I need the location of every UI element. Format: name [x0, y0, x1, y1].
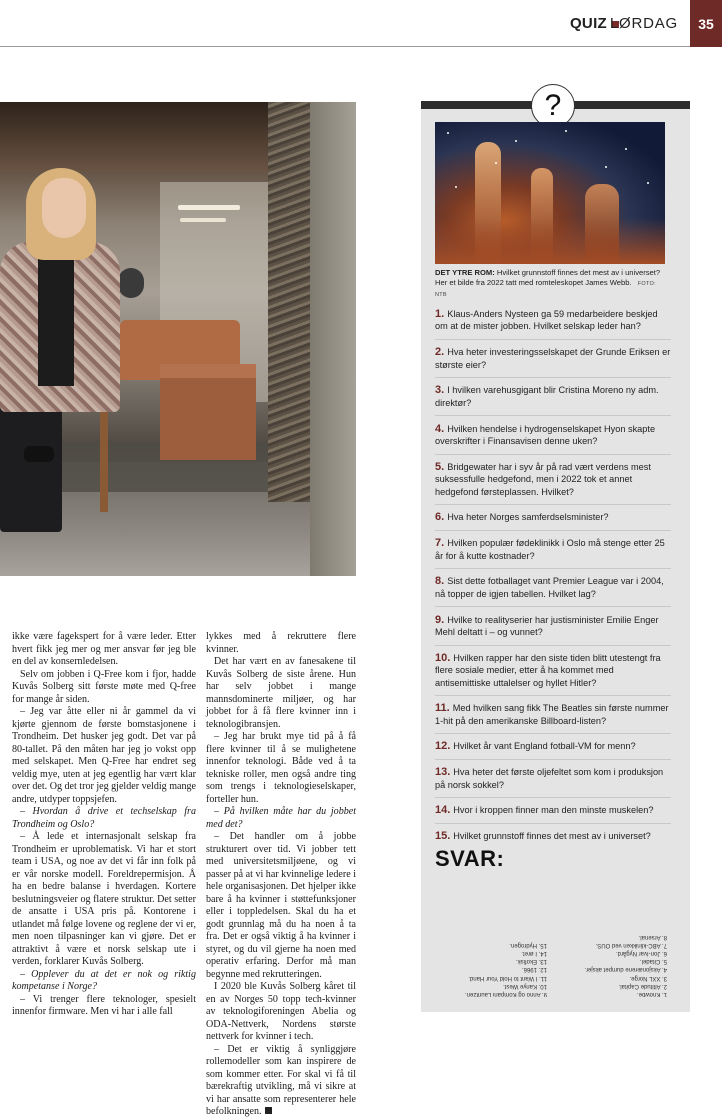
end-mark-icon — [265, 1107, 272, 1114]
question-number: 14. — [435, 804, 451, 817]
question-divider — [435, 797, 671, 798]
answer-item: 2. Altitude Capital. — [618, 982, 667, 989]
paragraph-text: – Jeg har brukt mye tid på å få flere kvinner til å se mulighetene innenfor teknologi. Både ved å ta tekniske roller, men også andre ting som trengs i teknologieselskaper, forteller hun. — [206, 731, 356, 805]
star — [625, 148, 627, 150]
question-text: Klaus-Anders Nysteen ga 59 medarbeidere beskjed om at de mister jobben. Hvilket selskap leder han? — [435, 309, 658, 332]
quiz-question — [435, 461, 671, 498]
quiz-question — [435, 308, 671, 333]
question-text: Sist dette fotballaget vant Premier League var i 2004, nå topper de igjen tabellen. Hvilket lag? — [435, 576, 664, 599]
quiz-question — [435, 766, 671, 791]
paragraph-text: – På hvilken måte har du jobbet med det? — [206, 806, 356, 830]
star — [515, 140, 517, 142]
question-text: Hvilken populær fødeklinikk i Oslo må stenge etter 25 år for å kutte kostnader? — [435, 538, 665, 561]
quiz-question — [435, 575, 671, 600]
photo-person-top — [38, 246, 74, 386]
quiz-question — [435, 740, 671, 752]
star — [605, 166, 607, 168]
nebula-cloud — [435, 218, 665, 264]
article-column-2 — [206, 631, 356, 1119]
article-photo — [0, 102, 356, 576]
answer-item: 8. Arsenal. — [638, 933, 667, 940]
question-divider — [435, 339, 671, 340]
question-number: 5. — [435, 460, 445, 473]
article-paragraph — [12, 631, 196, 669]
article-paragraph — [206, 656, 356, 731]
question-number: 7. — [435, 537, 445, 550]
article-paragraph — [206, 631, 356, 656]
question-text: Hva heter investeringsselskapet der Grunde Eriksen er største eier? — [435, 347, 671, 370]
answer-item: 10. Kanye West. — [503, 982, 547, 989]
paragraph-text: – Vi trenger flere teknologer, spesielt innenfor firmware. Men vi har i alle fall — [12, 993, 196, 1017]
answers-list — [437, 880, 667, 998]
question-number: 9. — [435, 613, 445, 626]
question-number: 13. — [435, 766, 451, 779]
quiz-question — [435, 537, 671, 562]
article-paragraph — [206, 731, 356, 806]
question-number: 11. — [435, 702, 450, 715]
photo-ceiling-light — [178, 205, 240, 210]
photo-table — [160, 364, 256, 460]
question-text: Bridgewater har i syv år på rad vært verdens mest suksessfulle hedgefond, men i 2022 tok et annet hedgefond førsteplassen. Hvilket? — [435, 461, 651, 497]
question-text: Hva heter Norges samferdselsminister? — [447, 512, 609, 523]
question-number: 4. — [435, 422, 445, 435]
quiz-question — [435, 346, 671, 371]
paragraph-text: ikke være fagekspert for å være leder. Etter hvert fikk jeg mer og mer ansvar før jeg ble en del av konsernledelsen. — [12, 631, 196, 667]
question-mark-icon: ? — [531, 84, 575, 128]
quiz-question — [435, 804, 671, 816]
question-number: 2. — [435, 346, 445, 359]
question-divider — [435, 530, 671, 531]
article-paragraph — [206, 981, 356, 1044]
question-text: I hvilken varehusgigant blir Cristina Moreno ny adm. direktør? — [435, 385, 659, 408]
answer-item: 15. Hydrogen. — [509, 941, 547, 948]
question-number: 8. — [435, 575, 445, 588]
paragraph-text: Selv om jobben i Q-Free kom i fjor, hadde Kuvås Solberg sitt første møte med Q-free for mange år siden. — [12, 668, 196, 705]
interview-question — [12, 806, 196, 831]
answer-item: 11. I Want to Hold Your Hand. — [468, 974, 547, 981]
interview-question — [206, 806, 356, 831]
quiz-question — [435, 652, 671, 689]
quiz-question — [435, 614, 671, 639]
question-number: 10. — [435, 651, 451, 664]
caption-text: Hvilket grunnstoff finnes det mest av i universet? Her et bilde fra 2022 tatt med romteleskopet James Webb. — [435, 268, 661, 287]
answer-item: 12. 1966. — [521, 966, 547, 973]
question-divider — [435, 645, 671, 646]
question-divider — [435, 454, 671, 455]
answer-item: 13. Ekofisk. — [515, 958, 547, 965]
question-text: Hva heter det første oljefeltet som kom i produksjon på norsk sokkel? — [435, 767, 664, 790]
answer-item: 7. ABC-klinikken ved OUS. — [595, 941, 667, 948]
answer-item: 3. XXL Norge. — [629, 974, 667, 981]
answer-item: 9. Anno og Kompani Lauritzen. — [464, 991, 547, 997]
article-paragraph — [206, 831, 356, 981]
photo-person-shoe — [24, 446, 54, 462]
quiz-question — [435, 384, 671, 409]
answer-item: 6. Jon-Ivar Nygård. — [615, 949, 667, 956]
caption-label: DET YTRE ROM: — [435, 268, 495, 277]
article-paragraph — [206, 1044, 356, 1119]
photo-person-face — [42, 178, 86, 238]
question-number: 15. — [435, 830, 451, 843]
star — [647, 182, 649, 184]
article-paragraph — [12, 706, 196, 806]
quiz-question — [435, 423, 671, 448]
photo-ceiling-light — [180, 218, 226, 222]
answer-item: 1. Knowbe. — [636, 991, 667, 997]
header-rule — [0, 46, 690, 47]
page-number: 35 — [690, 0, 722, 47]
answer-item: 14. I øret. — [521, 949, 547, 956]
article-paragraph — [12, 669, 196, 707]
question-divider — [435, 759, 671, 760]
question-text: Hvilket grunnstoff finnes det mest av i universet? — [453, 831, 651, 842]
star — [565, 130, 567, 132]
question-text: Hvilket år vant England fotball-VM for menn? — [453, 741, 636, 752]
question-divider — [435, 606, 671, 607]
photo-caption — [435, 268, 667, 300]
question-number: 3. — [435, 384, 445, 397]
paragraph-text: – Hvordan å drive et techselskap fra Trondheim og Oslo? — [12, 806, 196, 830]
question-divider — [435, 568, 671, 569]
paragraph-text: – Det handler om å jobbe strukturert over tid. Vi jobber tett med universitetsmiljøene, og vi passer på at vi har kvinnelige ledere i hele organisasjonen. Det hjelper ikke bare å ha kvinner i støttefunksjoner eller i toppledelsen. Skal du ha et godt grunnlag må du ha noen å ta fra. Det er også viktig å ha kvinner i styret, og du vil gjerne ha noen med operativ erfaring. Derfor må man begynne med rekrutteringen. — [206, 831, 356, 980]
paragraph-text: – Jeg var åtte eller ni år gammel da vi kjørte gjennom de første bomstasjonene i Trondheim. Det husker jeg godt. Det var på 80-tallet. På den måten har jeg jo vokst opp med selskapet. Men Q-Free har endret seg veldig mye, uten at jeg egentlig har vært klar over det. Og det tror jeg gjelder veldig mange andre, utdyper toppsjefen. — [12, 706, 196, 805]
question-list — [435, 308, 671, 849]
interview-question — [12, 969, 196, 994]
quiz-question — [435, 511, 671, 523]
question-text: Hvilken rapper har den siste tiden blitt utestengt fra flere sosiale medier, etter å ha kommet med antisemittiske uttalelser og hyllet Hitler? — [435, 652, 661, 688]
question-divider — [435, 823, 671, 824]
paragraph-text: lykkes med å rekruttere flere kvinner. — [206, 631, 356, 655]
photo-person-legs — [0, 402, 62, 532]
paragraph-text: Det har vært en av fanesakene til Kuvås Solberg de siste årene. Hun har selv jobbet i mange mannsdominerte miljøer, og har jobbet for å få flere kvinner inn i teknologibransjen. — [206, 656, 356, 730]
star — [495, 162, 497, 164]
paragraph-text: – Å lede et internasjonalt selskap fra Trondheim er uproblematisk. Vi har et stort team i USA, og noe av det vi får inn folk på er vår norske modell. Foreldrepermisjon. Å ha en bedre balanse i hverdagen. Kortere beslutningsveier og flatere struktur. Det setter de ansatte i USA pris på. Kontorene i utlandet må følge lovene og reglene der vi er, men noen tilpasninger kan vi gjøre. Det er attraktivt å være et norsk selskap ute i verden, forklarer Kuvås Solberg. — [12, 831, 196, 967]
photo-table-top — [160, 364, 256, 378]
star — [455, 186, 457, 188]
photo-right-wall — [310, 102, 356, 576]
paragraph-text: – Det er viktig å synliggjøre rollemodeller som kan inspirere de som kommer etter. For skal vi få til bærekraftig utvikling, må vi sikre at vi har ansatte som representerer hele befolkningen. — [206, 1043, 356, 1117]
quiz-question — [435, 702, 671, 727]
question-divider — [435, 377, 671, 378]
question-divider — [435, 504, 671, 505]
day-label: LØRDAG — [609, 15, 678, 32]
question-text: Hvilke to realityserier har justisminister Emilie Enger Mehl deltatt i – og vunnet? — [435, 614, 659, 637]
question-text: Hvilken hendelse i hydrogenselskapet Hyon skapte overskrifter i Finansavisen denne uken? — [435, 423, 656, 446]
photo-stone-pillar — [268, 102, 310, 502]
answers-heading: SVAR: — [435, 846, 505, 871]
paragraph-text: – Opplever du at det er nok og riktig kompetanse i Norge? — [12, 968, 196, 992]
paragraph-text: I 2020 ble Kuvås Solberg kåret til en av Norges 50 topp tech-kvinner av teknologiforeningen Abelia og ODA-Nettverk, Nordens største nettverk for kvinner i tech. — [206, 981, 356, 1042]
article-paragraph — [12, 994, 196, 1019]
question-text: Med hvilken sang fikk The Beatles sin første nummer 1-hit på den amerikanske Billboard-listen? — [435, 703, 669, 726]
question-number: 1. — [435, 308, 445, 320]
star — [447, 132, 449, 134]
section-label: QUIZ — [569, 15, 607, 32]
question-number: 6. — [435, 511, 445, 524]
quiz-question — [435, 830, 671, 842]
question-divider — [435, 695, 671, 696]
photo-credit: FOTO: NTB — [435, 281, 656, 298]
question-divider — [435, 415, 671, 416]
answer-item: 4. Aksjonærene dumpet aksjer. — [584, 966, 667, 973]
photo-background-person — [118, 268, 144, 298]
question-divider — [435, 733, 671, 734]
question-text: Hvor i kroppen finner man den minste muskelen? — [453, 805, 654, 816]
answer-item: 5. Citadel. — [639, 958, 667, 965]
article-column-1 — [12, 631, 196, 1019]
space-photo — [435, 122, 665, 264]
question-number: 12. — [435, 740, 451, 753]
article-paragraph — [12, 831, 196, 969]
